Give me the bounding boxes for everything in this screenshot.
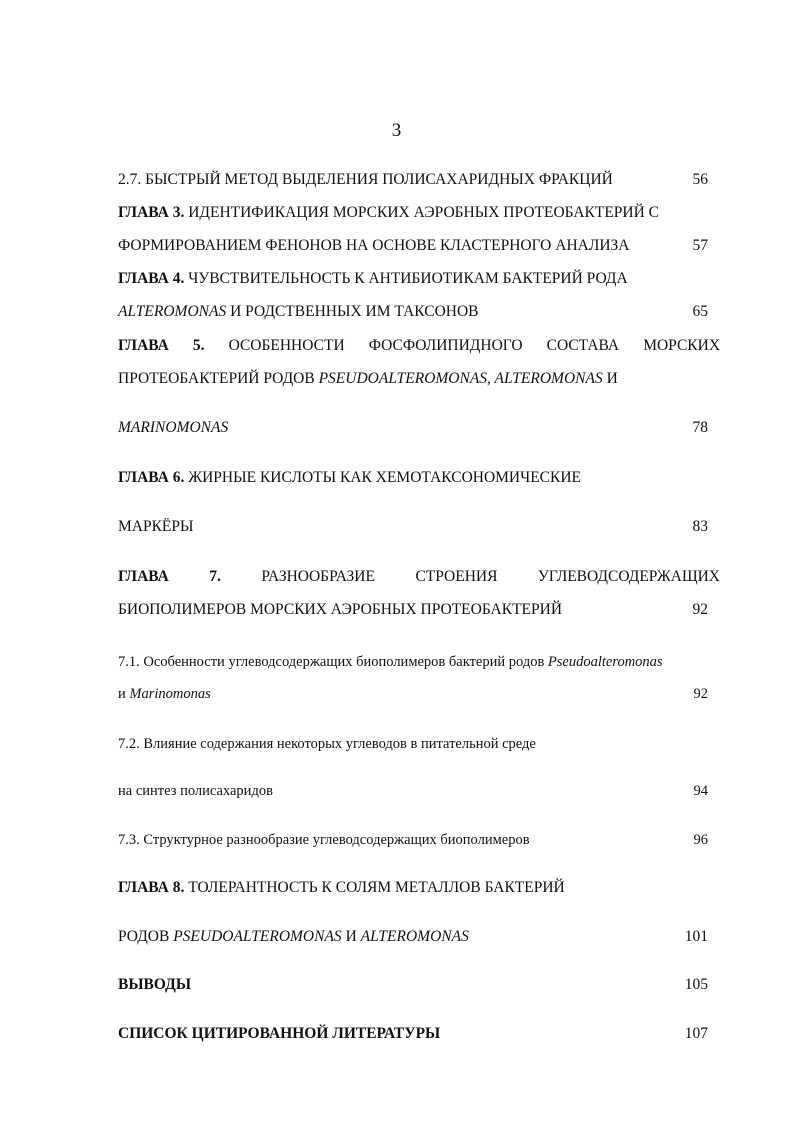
toc-page-number: 78 — [692, 419, 708, 436]
chapter-label: ГЛАВА 4. — [118, 270, 185, 287]
toc-entry: МАРКЁРЫ 83 — [118, 518, 708, 535]
toc-entry — [118, 1024, 720, 1044]
toc-entry: и Marinomonas 92 — [118, 686, 708, 702]
toc-page-number: 57 — [692, 237, 708, 254]
toc-entry: ГЛАВА 5. ОСОБЕННОСТИ ФОСФОЛИПИДНОГО СОСТАВА МОРСКИХ — [118, 337, 721, 354]
toc-entry: 2.7. БЫСТРЫЙ МЕТОД ВЫДЕЛЕНИЯ ПОЛИСАХАРИДНЫХ ФРАКЦИЙ 56 — [118, 171, 708, 188]
toc-entry: ГЛАВА 7. РАЗНООБРАЗИЕ СТРОЕНИЯ УГЛЕВОДСОДЕРЖАЩИХ — [118, 568, 720, 585]
toc-page-number: 94 — [693, 783, 708, 799]
page-number: 3 — [391, 120, 402, 141]
toc-entry: ГЛАВА 4. ЧУВСТВИТЕЛЬНОСТЬ К АНТИБИОТИКАМ БАКТЕРИЙ РОДА — [118, 270, 628, 287]
toc-entry: ГЛАВА 6. ЖИРНЫЕ КИСЛОТЫ КАК ХЕМОТАКСОНОМИЧЕСКИЕ — [118, 469, 582, 486]
toc-entry: MARINOMONAS 78 — [118, 419, 708, 436]
toc-page-number: 65 — [692, 303, 708, 320]
toc-entry — [118, 975, 720, 995]
toc-page-number: 83 — [692, 518, 708, 535]
toc-entry: БИОПОЛИМЕРОВ МОРСКИХ АЭРОБНЫХ ПРОТЕОБАКТЕРИЙ 92 — [118, 601, 708, 618]
toc-entry: на синтез полисахаридов 94 — [118, 783, 708, 799]
conclusions-label: ВЫВОДЫ — [118, 976, 192, 993]
toc-entry: 7.3. Структурное разнообразие углеводсодержащих биополимеров 96 — [118, 832, 708, 848]
toc-page-number: 101 — [684, 928, 708, 945]
toc-page-number: 105 — [684, 976, 708, 993]
toc-page-number: 92 — [693, 686, 708, 702]
toc-entry: ФОРМИРОВАНИЕМ ФЕНОНОВ НА ОСНОВЕ КЛАСТЕРНОГО АНАЛИЗА 57 — [118, 237, 708, 254]
chapter-label: ГЛАВА 8. — [118, 879, 185, 896]
chapter-label: ГЛАВА 3. — [118, 204, 185, 221]
toc-entry: РОДОВ PSEUDOALTEROMONAS И ALTEROMONAS 101 — [118, 928, 708, 945]
toc-page-number: 92 — [692, 601, 708, 618]
toc-entry: 7.1. Особенности углеводсодержащих биополимеров бактерий родов Pseudoalteromonas — [118, 654, 663, 670]
toc-entry: 7.2. Влияние содержания некоторых углеводов в питательной среде — [118, 736, 536, 752]
toc-page-number: 107 — [684, 1025, 708, 1042]
toc-page-number: 56 — [692, 171, 708, 188]
toc-entry: ПРОТЕОБАКТЕРИЙ РОДОВ PSEUDOALTEROMONAS, ALTEROMONAS И — [118, 370, 618, 387]
toc-entry: ГЛАВА 8. ТОЛЕРАНТНОСТЬ К СОЛЯМ МЕТАЛЛОВ БАКТЕРИЙ — [118, 879, 565, 896]
toc-page-number: 96 — [693, 832, 708, 848]
toc-entry: ГЛАВА 3. ИДЕНТИФИКАЦИЯ МОРСКИХ АЭРОБНЫХ ПРОТЕОБАКТЕРИЙ С — [118, 204, 660, 221]
chapter-label: ГЛАВА 6. — [118, 469, 185, 486]
toc-entry: ALTEROMONAS И РОДСТВЕННЫХ ИМ ТАКСОНОВ 65 — [118, 303, 708, 320]
references-label: СПИСОК ЦИТИРОВАННОЙ ЛИТЕРАТУРЫ — [118, 1025, 441, 1042]
